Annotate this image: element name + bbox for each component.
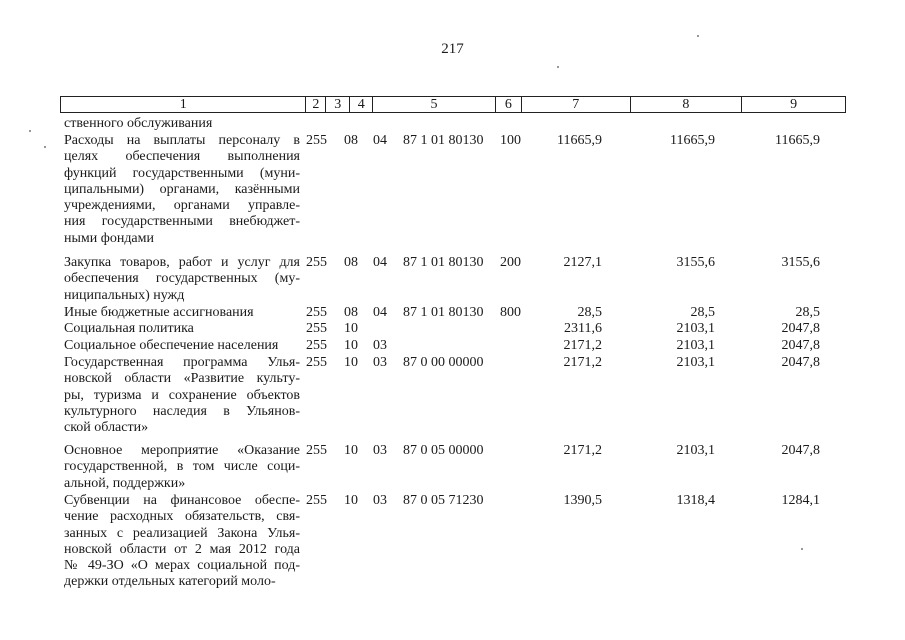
row-name-line: держки отдельных категорий моло- bbox=[64, 574, 276, 590]
cell-col-7: 2171,2 bbox=[563, 443, 602, 458]
cell-col-2: 255 bbox=[306, 255, 327, 270]
row-name bbox=[64, 305, 300, 321]
scan-speck bbox=[557, 66, 559, 68]
row-name bbox=[64, 116, 300, 132]
row-name-line: ственного обслуживания bbox=[64, 116, 213, 131]
header-col-1: 1 bbox=[61, 97, 306, 112]
cell-col-7: 2127,1 bbox=[563, 255, 602, 270]
row-name bbox=[64, 133, 300, 247]
cell-col-4: 03 bbox=[373, 443, 387, 458]
header-col-4: 4 bbox=[350, 97, 373, 112]
cell-col-3: 10 bbox=[344, 355, 358, 370]
row-name-line: Социальное обеспечение населения bbox=[64, 338, 279, 353]
header-col-6: 6 bbox=[496, 97, 522, 112]
row-name-line: обеспечения государственных (му- bbox=[64, 271, 300, 287]
cell-col-7: 1390,5 bbox=[563, 493, 602, 508]
cell-col-3: 08 bbox=[344, 305, 358, 320]
header-col-8: 8 bbox=[631, 97, 743, 112]
cell-col-5: 87 1 01 80130 bbox=[403, 133, 484, 148]
cell-col-8: 2103,1 bbox=[676, 355, 715, 370]
header-col-5: 5 bbox=[373, 97, 496, 112]
row-name-line: ниципальных) нужд bbox=[64, 287, 185, 303]
row-name-line: ния государственными внебюджет- bbox=[64, 214, 300, 230]
row-name-line: новской области «Развитие культу- bbox=[64, 371, 300, 387]
cell-col-3: 10 bbox=[344, 493, 358, 508]
row-name-line: чение расходных обязательств, свя- bbox=[64, 509, 300, 525]
row-name bbox=[64, 443, 300, 492]
page-number: 217 bbox=[441, 41, 464, 57]
cell-col-3: 08 bbox=[344, 133, 358, 148]
cell-col-6: 200 bbox=[500, 255, 521, 270]
cell-col-2: 255 bbox=[306, 355, 327, 370]
cell-col-7: 2171,2 bbox=[563, 338, 602, 353]
row-name-line: Субвенции на финансовое обеспе- bbox=[64, 493, 300, 508]
row-name-line: учреждениями, органами управле- bbox=[64, 198, 300, 214]
cell-col-8: 28,5 bbox=[690, 305, 715, 320]
cell-col-4: 04 bbox=[373, 133, 387, 148]
cell-col-3: 08 bbox=[344, 255, 358, 270]
cell-col-7: 2171,2 bbox=[563, 355, 602, 370]
cell-col-7: 2311,6 bbox=[564, 321, 602, 336]
scan-speck bbox=[697, 35, 699, 37]
row-name-line: новской области от 2 мая 2012 года bbox=[64, 541, 300, 557]
scan-speck bbox=[29, 130, 31, 132]
row-name bbox=[64, 255, 300, 304]
row-name bbox=[64, 321, 300, 337]
row-name-line: Основное мероприятие «Оказание bbox=[64, 443, 300, 458]
cell-col-2: 255 bbox=[306, 443, 327, 458]
cell-col-5: 87 0 05 71230 bbox=[403, 493, 484, 508]
row-name bbox=[64, 493, 300, 591]
cell-col-8: 3155,6 bbox=[676, 255, 715, 270]
cell-col-2: 255 bbox=[306, 493, 327, 508]
cell-col-2: 255 bbox=[306, 133, 327, 148]
row-name-line: государственной, в том числе соци- bbox=[64, 459, 300, 475]
cell-col-2: 255 bbox=[306, 338, 327, 353]
row-name bbox=[64, 338, 300, 354]
cell-col-4: 03 bbox=[373, 355, 387, 370]
cell-col-6: 800 bbox=[500, 305, 521, 320]
cell-col-7: 11665,9 bbox=[557, 133, 602, 148]
row-name-line: Государственная программа Улья- bbox=[64, 355, 300, 370]
header-col-3: 3 bbox=[326, 97, 350, 112]
row-name bbox=[64, 355, 300, 436]
row-name-line: ными фондами bbox=[64, 230, 155, 246]
cell-col-9: 28,5 bbox=[795, 305, 820, 320]
row-name-line: ской области» bbox=[64, 420, 149, 436]
row-name-line: № 49-ЗО «О мерах социальной под- bbox=[64, 558, 300, 574]
cell-col-4: 04 bbox=[373, 255, 387, 270]
cell-col-9: 1284,1 bbox=[781, 493, 820, 508]
row-name-line: функций государственными (муни- bbox=[64, 165, 300, 181]
table-header bbox=[60, 96, 846, 113]
header-col-2: 2 bbox=[306, 97, 326, 112]
row-name-line: ры, туризма и сохранение объектов bbox=[64, 387, 300, 403]
row-name-line: культурного наследия в Ульянов- bbox=[64, 403, 300, 419]
row-name-line: Расходы на выплаты персоналу в bbox=[64, 133, 300, 148]
cell-col-5: 87 0 05 00000 bbox=[403, 443, 484, 458]
cell-col-9: 11665,9 bbox=[775, 133, 820, 148]
cell-col-3: 10 bbox=[344, 321, 358, 336]
cell-col-9: 3155,6 bbox=[781, 255, 820, 270]
row-name-line: целях обеспечения выполнения bbox=[64, 149, 300, 165]
cell-col-9: 2047,8 bbox=[781, 338, 820, 353]
row-name-line: альной, поддержки» bbox=[64, 475, 186, 491]
cell-col-2: 255 bbox=[306, 321, 327, 336]
cell-col-5: 87 1 01 80130 bbox=[403, 255, 484, 270]
cell-col-8: 11665,9 bbox=[670, 133, 715, 148]
cell-col-8: 2103,1 bbox=[676, 321, 715, 336]
cell-col-9: 2047,8 bbox=[781, 355, 820, 370]
row-name-line: Иные бюджетные ассигнования bbox=[64, 305, 254, 320]
header-col-7: 7 bbox=[522, 97, 631, 112]
cell-col-7: 28,5 bbox=[577, 305, 602, 320]
cell-col-3: 10 bbox=[344, 338, 358, 353]
scan-speck bbox=[801, 548, 803, 550]
cell-col-8: 2103,1 bbox=[676, 338, 715, 353]
row-name-line: Социальная политика bbox=[64, 321, 194, 336]
cell-col-3: 10 bbox=[344, 443, 358, 458]
cell-col-4: 03 bbox=[373, 338, 387, 353]
cell-col-4: 03 bbox=[373, 493, 387, 508]
cell-col-4: 04 bbox=[373, 305, 387, 320]
cell-col-8: 2103,1 bbox=[676, 443, 715, 458]
row-name-line: ципальными) органами, казёнными bbox=[64, 181, 300, 197]
cell-col-9: 2047,8 bbox=[781, 321, 820, 336]
cell-col-9: 2047,8 bbox=[781, 443, 820, 458]
cell-col-5: 87 0 00 00000 bbox=[403, 355, 484, 370]
cell-col-2: 255 bbox=[306, 305, 327, 320]
header-col-9: 9 bbox=[790, 97, 798, 112]
cell-col-8: 1318,4 bbox=[676, 493, 715, 508]
cell-col-5: 87 1 01 80130 bbox=[403, 305, 484, 320]
scan-speck bbox=[44, 146, 46, 148]
row-name-line: Закупка товаров, работ и услуг для bbox=[64, 255, 300, 270]
cell-col-6: 100 bbox=[500, 133, 521, 148]
row-name-line: занных с реализацией Закона Улья- bbox=[64, 525, 300, 541]
